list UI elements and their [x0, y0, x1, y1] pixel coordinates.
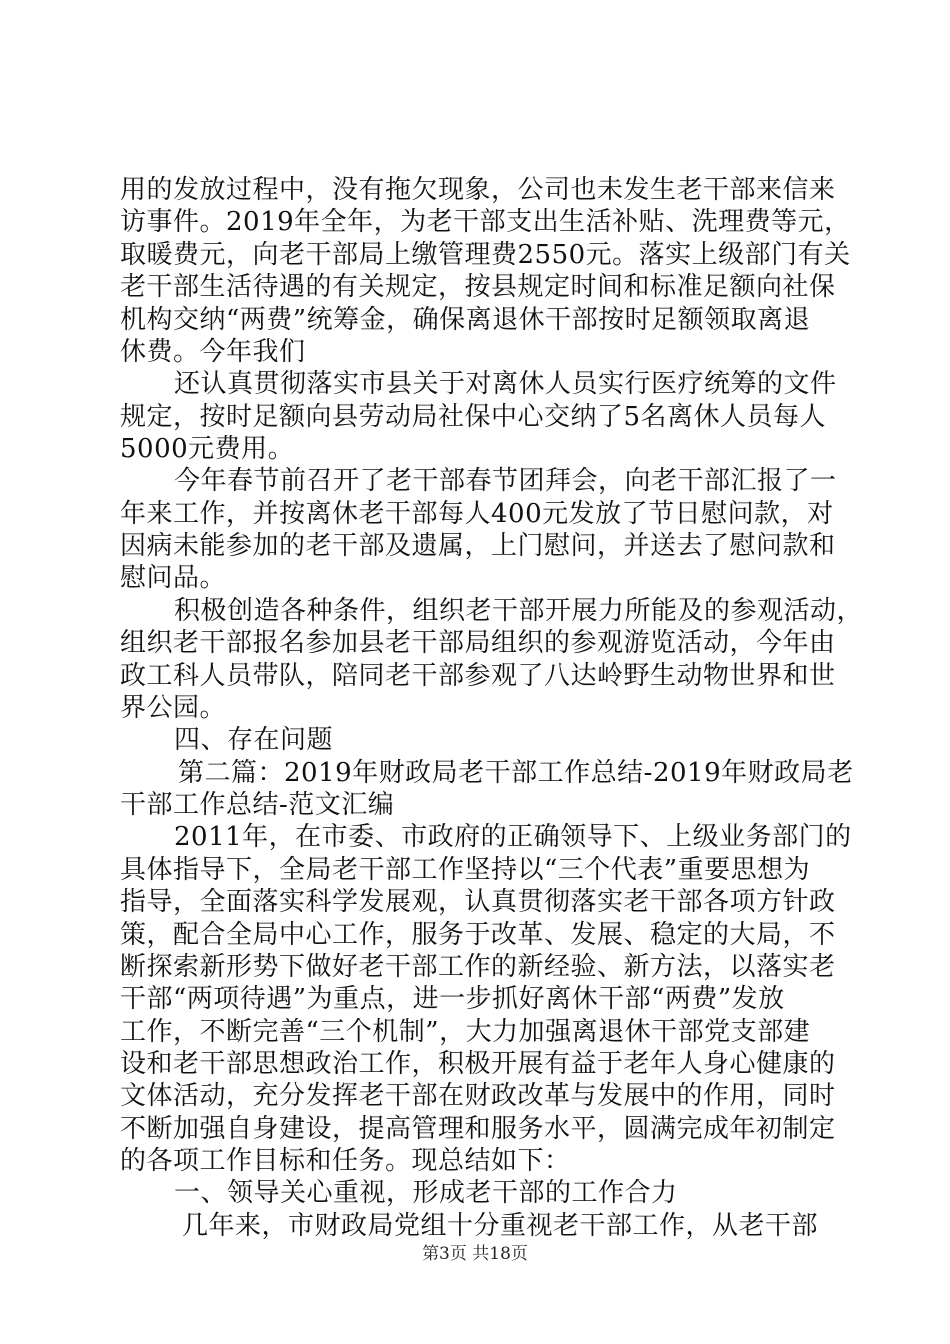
body-text-line: 积极创造各种条件，组织老干部开展力所能及的参观活动，	[174, 596, 864, 626]
body-text-line: 慰问品。	[120, 563, 227, 593]
body-text-line: 5000元费用。	[120, 434, 295, 464]
body-text-line: 取暖费元，向老干部局上缴管理费2550元。落实上级部门有关	[120, 240, 851, 270]
body-text-line: 断探索新形势下做好老干部工作的新经验、新方法，以落实老	[120, 952, 836, 982]
body-text-line: 因病未能参加的老干部及遗属，上门慰问，并送去了慰问款和	[120, 531, 836, 561]
body-text-line: 策，配合全局中心工作，服务于改革、发展、稳定的大局，不	[120, 920, 836, 950]
body-text-line: 今年春节前召开了老干部春节团拜会，向老干部汇报了一	[174, 466, 837, 496]
body-text-line: 设和老干部思想政治工作，积极开展有益于老年人身心健康的	[120, 1049, 836, 1079]
body-text-line: 不断加强自身建设，提高管理和服务水平，圆满完成年初制定	[120, 1114, 836, 1144]
body-text-line: 干部“两项待遇”为重点，进一步抓好离休干部“两费”发放	[120, 984, 785, 1014]
body-text-line: 还认真贯彻落实市县关于对离休人员实行医疗统筹的文件	[174, 369, 837, 399]
body-text-line: 访事件。2019年全年，为老干部支出生活补贴、洗理费等元，	[120, 207, 851, 237]
body-text-line: 的各项工作目标和任务。现总结如下：	[120, 1146, 571, 1176]
body-text-line: 2011年，在市委、市政府的正确领导下、上级业务部门的	[174, 822, 852, 852]
body-text-line: 几年来，市财政局党组十分重视老干部工作，从老干部	[182, 1211, 819, 1241]
body-text-line: 界公园。	[120, 693, 227, 723]
section-heading: 一、领导关心重视，形成老干部的工作合力	[174, 1178, 678, 1208]
body-text-line: 规定，按时足额向县劳动局社保中心交纳了5名离休人员每人	[120, 402, 827, 432]
body-text-line: 具体指导下，全局老干部工作坚持以“三个代表”重要思想为	[120, 855, 811, 885]
page-footer: 第3页 共18页	[422, 1244, 528, 1264]
body-text-line: 休费。今年我们	[120, 337, 306, 367]
section-heading: 四、存在问题	[174, 725, 334, 755]
body-text-line: 机构交纳“两费”统筹金，确保离退休干部按时足额领取离退	[120, 305, 811, 335]
body-text-line: 指导，全面落实科学发展观，认真贯彻落实老干部各项方针政	[120, 887, 836, 917]
body-text-line: 工作，不断完善“三个机制”，大力加强离退休干部党支部建	[120, 1017, 811, 1047]
body-text-line: 老干部生活待遇的有关规定，按县规定时间和标准足额向社保	[120, 272, 836, 302]
body-text-line: 组织老干部报名参加县老干部局组织的参观游览活动，今年由	[120, 628, 836, 658]
body-text-line: 文体活动，充分发挥老干部在财政改革与发展中的作用，同时	[120, 1081, 836, 1111]
body-text-line: 年来工作，并按离休老干部每人400元发放了节日慰问款，对	[120, 499, 834, 529]
body-text-line: 政工科人员带队，陪同老干部参观了八达岭野生动物世界和世	[120, 661, 836, 691]
article-title-line: 干部工作总结-范文汇编	[120, 790, 395, 820]
article-title-line: 第二篇：2019年财政局老干部工作总结-2019年财政局老	[178, 758, 854, 788]
body-text-line: 用的发放过程中，没有拖欠现象，公司也未发生老干部来信来	[120, 175, 836, 205]
